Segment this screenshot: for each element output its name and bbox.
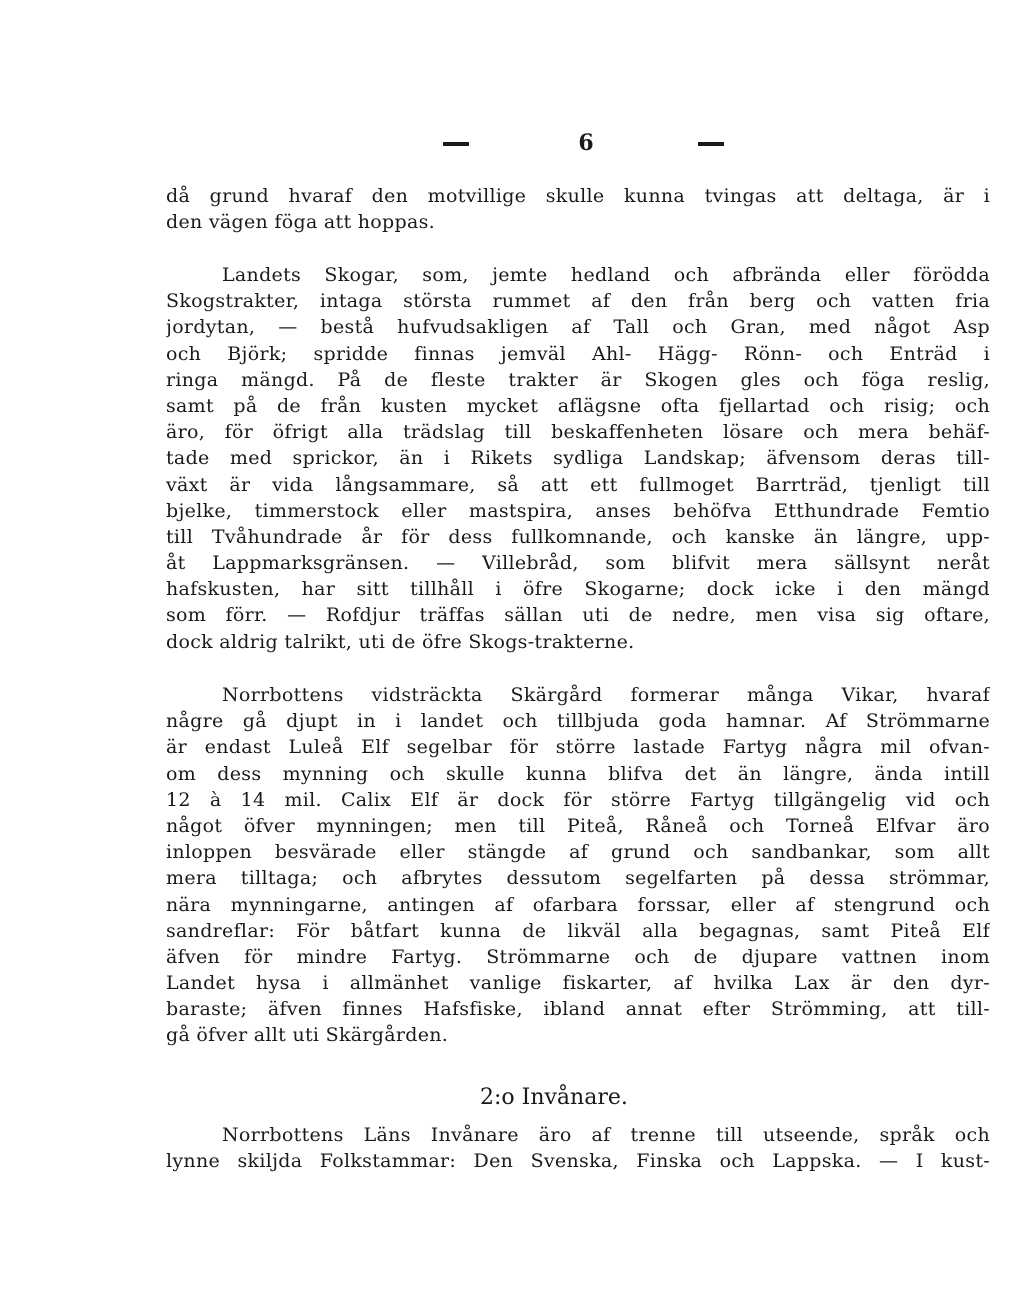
text-line: hafskusten, har sitt tillhåll i öfre Skogarne; dock icke i den mängd <box>166 578 990 601</box>
paragraph-forests <box>166 262 990 655</box>
paragraph-archipelago <box>166 682 990 1049</box>
text-line: nära mynningarne, antingen af ofarbara forssar, eller af stengrund och <box>166 893 990 916</box>
text-line: den vägen föga att hoppas. <box>166 211 435 234</box>
text-line: något öfver mynningen; men till Piteå, Råneå och Torneå Elfvar äro <box>166 814 990 837</box>
text-line: äro, för öfrigt alla trädslag till beskaffenheten lösare och mera behäf- <box>166 421 990 444</box>
text-line: ringa mängd. På de fleste trakter är Skogen gles och föga reslig, <box>166 368 990 391</box>
text-line: sandreflar: För båtfart kunna de likväl alla begagnas, samt Piteå Elf <box>166 919 990 942</box>
page-header <box>0 128 1024 158</box>
paragraph-inhabitants <box>166 1122 990 1174</box>
text-line: någre gå djupt in i landet och tillbjuda goda hamnar. Af Strömmarne <box>166 710 990 733</box>
text-line: baraste; äfven finnes Hafsfiske, ibland annat efter Strömming, att till- <box>166 998 990 1021</box>
text-line: jordytan, — bestå hufvudsakligen af Tall och Gran, med något Asp <box>166 316 990 339</box>
paragraph-continuation <box>166 183 990 235</box>
text-line: tade med sprickor, än i Rikets sydliga Landskap; äfvensom deras till- <box>166 447 990 470</box>
text-line: mera tilltaga; och afbrytes dessutom segelfarten på dessa strömmar, <box>166 867 990 890</box>
text-line: bjelke, timmerstock eller mastspira, anses behöfva Etthundrade Femtio <box>166 499 990 522</box>
header-dash-left <box>443 142 469 146</box>
text-line: om dess mynning och skulle kunna blifva det än längre, ända intill <box>166 762 990 785</box>
text-line: Norrbottens vidsträckta Skärgård formerar många Vikar, hvaraf <box>222 684 990 706</box>
text-line: Landets Skogar, som, jemte hedland och afbrända eller förödda <box>222 264 990 286</box>
text-line: till Tvåhundrade år för dess fullkomnande, och kanske än längre, upp- <box>166 525 990 548</box>
text-line: 12 à 14 mil. Calix Elf är dock för större Fartyg tillgängelig vid och <box>166 788 990 811</box>
text-line: samt på de från kusten mycket aflägsne ofta fjellartad och risig; och <box>166 394 990 417</box>
text-line: och Björk; spridde finnas jemväl Ahl- Hägg- Rönn- och Enträd i <box>166 342 990 365</box>
text-line: Landet hysa i allmänhet vanlige fiskarter, af hvilka Lax är den dyr- <box>166 972 990 995</box>
text-line: är endast Luleå Elf segelbar för större lastade Fartyg några mil ofvan- <box>166 736 990 759</box>
text-line: inloppen besvärade eller stängde af grund och sandbankar, som allt <box>166 841 990 864</box>
text-line: äfven för mindre Fartyg. Strömmarne och de djupare vattnen inom <box>166 945 990 968</box>
text-line: gå öfver allt uti Skärgården. <box>166 1024 449 1047</box>
text-line: då grund hvaraf den motvillige skulle kunna tvingas att deltaga, är i <box>166 185 990 207</box>
text-line: Norrbottens Läns Invånare äro af trenne till utseende, språk och <box>222 1124 990 1146</box>
text-line: lynne skiljda Folkstammar: Den Svenska, Finska och Lappska. — I kust- <box>166 1150 990 1173</box>
text-line: åt Lappmarksgränsen. — Villebråd, som blifvit mera sällsynt neråt <box>166 552 990 575</box>
header-dash-right <box>698 142 724 146</box>
text-line: Skogstrakter, intaga största rummet af den från berg och vatten fria <box>166 290 990 313</box>
section-heading: 2:o Invånare. <box>480 1085 628 1110</box>
text-line: växt är vida långsammare, så att ett fullmoget Barrträd, tjenligt till <box>166 473 990 496</box>
page-number: 6 <box>578 130 594 156</box>
text-line: som förr. — Rofdjur träffas sällan uti de nedre, men visa sig oftare, <box>166 604 990 627</box>
text-line: dock aldrig talrikt, uti de öfre Skogs-trakterne. <box>166 630 635 653</box>
